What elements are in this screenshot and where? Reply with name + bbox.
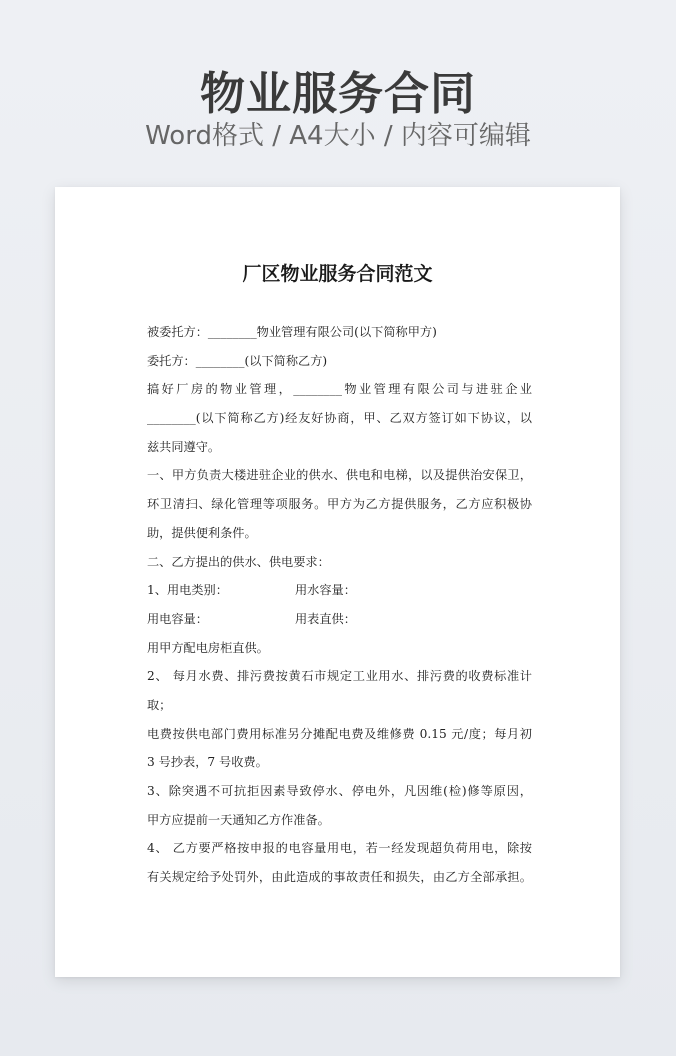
- paragraph-line: 兹共同遵守。: [147, 439, 221, 454]
- field-row: [147, 605, 532, 634]
- paragraph-line: 二、乙方提出的供水、供电要求：: [147, 554, 330, 569]
- document-title: 厂区物业服务合同范文: [242, 263, 433, 285]
- paragraph-line: 被委托方：________物业管理有限公司(以下简称甲方): [147, 325, 437, 339]
- paragraph-line: ________(以下简称乙方)经友好协商，甲、乙双方签订如下协议，以: [147, 411, 532, 426]
- page-title: 物业服务合同: [199, 67, 476, 120]
- page-subtitle: Word格式 / A4大小 / 内容可编辑: [145, 121, 531, 151]
- paragraph-line: 取；: [147, 697, 172, 712]
- field-label: 用水容量：: [295, 583, 356, 598]
- document-page: [55, 187, 620, 977]
- field-label: 1、用电类别：: [147, 583, 228, 598]
- document-body: [147, 318, 532, 892]
- field-label: 用表直供：: [295, 611, 356, 626]
- paragraph-line: 环卫清扫、绿化管理等项服务。甲方为乙方提供服务，乙方应积极协: [147, 497, 532, 512]
- field-label: 用电容量：: [147, 611, 208, 626]
- field-row: [147, 576, 532, 605]
- paragraph-line: 2、 每月水费、排污费按黄石市规定工业用水、排污费的收费标准计: [147, 669, 532, 684]
- paragraph-line: 有关规定给予处罚外，由此造成的事故责任和损失，由乙方全部承担。: [147, 870, 532, 885]
- paragraph-line: 3、除突遇不可抗拒因素导致停水、停电外，凡因维(检)修等原因，: [147, 784, 532, 798]
- paragraph-line: 4、 乙方要严格按申报的电容量用电，若一经发现超负荷用电，除按: [147, 841, 532, 856]
- paragraph-line: 电费按供电部门费用标准另分摊配电费及维修费 0.15 元/度；每月初: [147, 726, 532, 741]
- paragraph-line: 3 号抄表，7 号收费。: [147, 755, 268, 770]
- paragraph-line: 一、甲方负责大楼进驻企业的供水、供电和电梯，以及提供治安保卫，: [147, 468, 532, 483]
- paragraph-line: 委托方：________(以下简称乙方): [147, 353, 328, 368]
- paragraph-line: 助，提供便利条件。: [147, 525, 257, 540]
- paragraph-line: 用甲方配电房柜直供。: [147, 640, 269, 655]
- paragraph-line: 甲方应提前一天通知乙方作准备。: [147, 812, 330, 827]
- paragraph-line: 搞好厂房的物业管理，________物业管理有限公司与进驻企业: [147, 382, 532, 397]
